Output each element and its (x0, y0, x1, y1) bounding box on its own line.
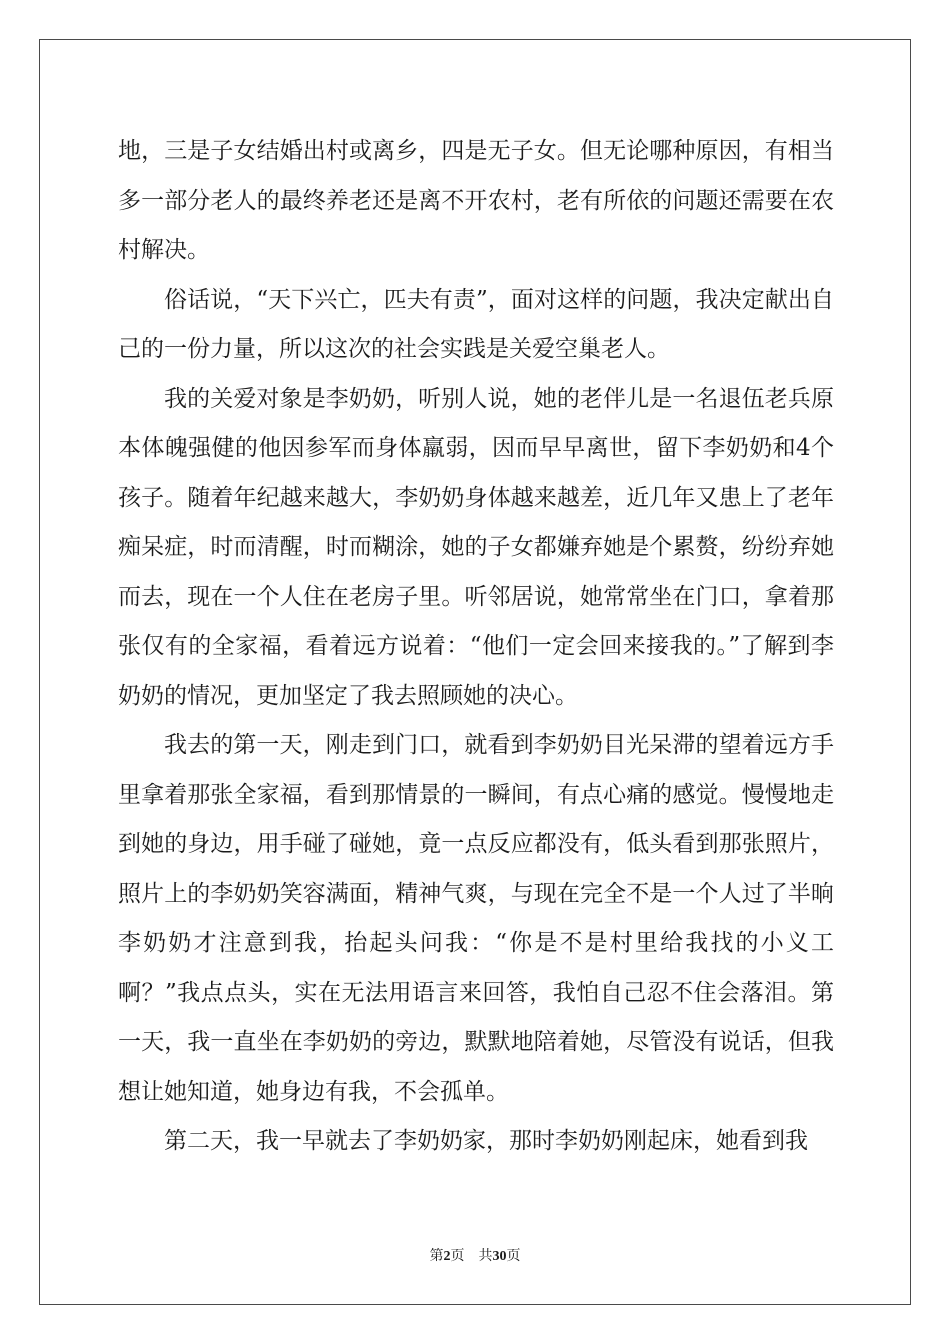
total-pages: 30 (492, 1249, 507, 1264)
total-prefix: 共 (478, 1249, 493, 1264)
paragraph-4: 我去的第一天，刚走到门口，就看到李奶奶目光呆滞的望着远方手里拿着那张全家福，看到那情景的一瞬间，有点心痛的感觉。慢慢地走到她的身边，用手碰了碰她，竟一点反应都没有，低头看到那张照片，照片上的李奶奶笑容满面，精神气爽，与现在完全不是一个人过了半晌李奶奶才注意到我，抬起头问我：“你是不是村里给我找的小义工啊？”我点点头，实在无法用语言来回答，我怕自己忍不住会落泪。第一天，我一直坐在李奶奶的旁边，默默地陪着她，尽管没有说话，但我想让她知道，她身边有我，不会孤单。 (118, 732, 834, 1105)
paragraph-5: 第二天，我一早就去了李奶奶家，那时李奶奶刚起床，她看到我 (164, 1128, 808, 1154)
page-number: 2 (443, 1249, 451, 1264)
total-suffix: 页 (506, 1249, 521, 1264)
page-suffix: 页 (450, 1249, 465, 1264)
document-body (118, 127, 834, 1167)
page-prefix: 第 (429, 1249, 444, 1264)
paragraph-1: 地，三是子女结婚出村或离乡，四是无子女。但无论哪种原因，有相当多一部分老人的最终养老还是离不开农村，老有所依的问题还需要在农村解决。 (118, 138, 834, 263)
page-footer (0, 1245, 950, 1265)
paragraph-2: 俗话说，“天下兴亡，匹夫有责”，面对这样的问题，我决定献出自己的一份力量，所以这次的社会实践是关爱空巢老人。 (118, 286, 834, 362)
paragraph-3: 我的关爱对象是李奶奶，听别人说，她的老伴儿是一名退伍老兵原本体魄强健的他因参军而身体羸弱，因而早早离世，留下李奶奶和4个孩子。随着年纪越来越大，李奶奶身体越来越差，近几年又患上了老年痴呆症，时而清醒，时而糊涂，她的子女都嫌弃她是个累赘，纷纷弃她而去，现在一个人住在老房子里。听邻居说，她常常坐在门口，拿着那张仅有的全家福，看着远方说着：“他们一定会回来接我的。”了解到李奶奶的情况，更加坚定了我去照顾她的决心。 (118, 385, 834, 709)
